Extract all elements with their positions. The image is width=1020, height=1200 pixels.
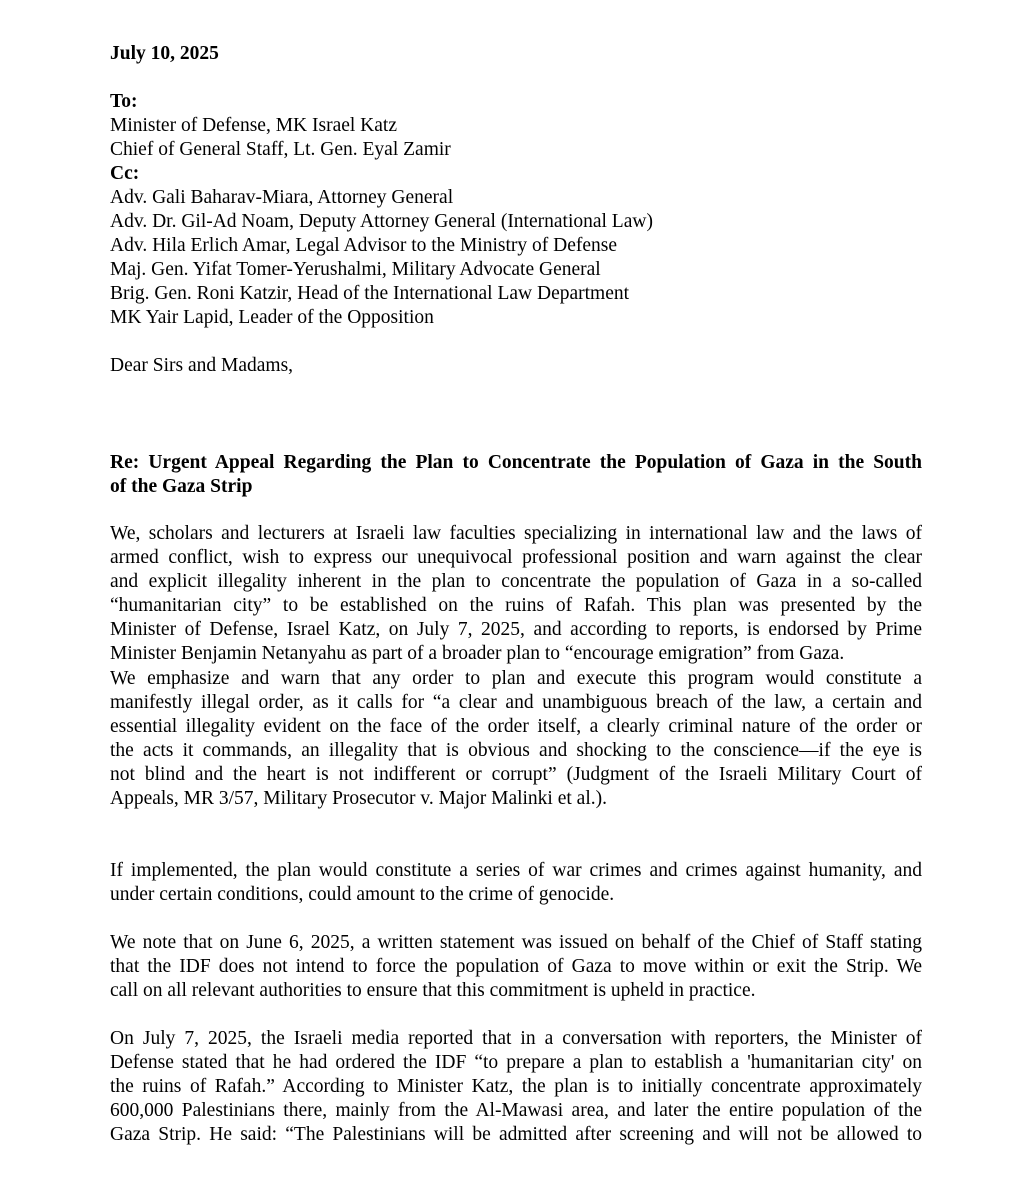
- cc-recipient: Brig. Gen. Roni Katzir, Head of the International Law Department: [110, 283, 630, 304]
- paragraph-line: that the IDF does not intend to force the population of Gaza to move within or exit the Strip. We: [110, 956, 922, 977]
- paragraph-line: We note that on June 6, 2025, a written statement was issued on behalf of the Chief of Staff stating: [110, 932, 922, 953]
- cc-recipient: MK Yair Lapid, Leader of the Opposition: [110, 307, 434, 328]
- to-recipient: Chief of General Staff, Lt. Gen. Eyal Zamir: [110, 139, 451, 160]
- paragraph-line: If implemented, the plan would constitute a series of war crimes and crimes against humanity, and: [110, 860, 922, 881]
- paragraph-line: Minister of Defense, Israel Katz, on July 7, 2025, and according to reports, is endorsed by Prime: [110, 619, 922, 640]
- paragraph-line: Minister Benjamin Netanyahu as part of a broader plan to “encourage emigration” from Gaza.: [110, 643, 845, 664]
- cc-label: Cc:: [110, 163, 140, 184]
- subject-line-text: Re: Urgent Appeal Regarding the Plan to Concentrate the Population of Gaza in the South: [110, 452, 922, 473]
- cc-recipient: Maj. Gen. Yifat Tomer-Yerushalmi, Military Advocate General: [110, 259, 601, 280]
- paragraph-line: and explicit illegality inherent in the plan to concentrate the population of Gaza in a so-called: [110, 571, 922, 592]
- subject-line-text: of the Gaza Strip: [110, 476, 253, 497]
- address-block: [110, 90, 922, 330]
- body-paragraph-2: [110, 667, 922, 811]
- cc-recipient: Adv. Dr. Gil-Ad Noam, Deputy Attorney General (International Law): [110, 211, 653, 232]
- paragraph-line: Appeals, MR 3/57, Military Prosecutor v. Major Malinki et al.).: [110, 788, 607, 809]
- cc-recipient: Adv. Hila Erlich Amar, Legal Advisor to the Ministry of Defense: [110, 235, 618, 256]
- subject-line: [110, 451, 922, 499]
- letter-date: July 10, 2025: [110, 43, 219, 64]
- to-recipient: Minister of Defense, MK Israel Katz: [110, 115, 397, 136]
- salutation: Dear Sirs and Madams,: [110, 355, 294, 376]
- paragraph-line: “humanitarian city” to be established on the ruins of Rafah. This plan was presented by the: [110, 595, 922, 616]
- body-paragraph-3: [110, 859, 922, 907]
- paragraph-line: the ruins of Rafah.” According to Minister Katz, the plan is to initially concentrate approximately: [110, 1076, 922, 1097]
- body-paragraph-4: [110, 931, 922, 1003]
- paragraph-line: armed conflict, wish to express our unequivocal professional position and warn against the clear: [110, 547, 922, 568]
- paragraph-line: the acts it commands, an illegality that is obvious and shocking to the conscience—if the eye is: [110, 740, 922, 761]
- paragraph-line: On July 7, 2025, the Israeli media reported that in a conversation with reporters, the Minister of: [110, 1028, 922, 1049]
- paragraph-line: manifestly illegal order, as it calls for “a clear and unambiguous breach of the law, a certain and: [110, 692, 922, 713]
- body-paragraph-1: [110, 522, 922, 666]
- paragraph-line: We, scholars and lecturers at Israeli law faculties specializing in international law and the laws of: [110, 523, 922, 544]
- paragraph-line: essential illegality evident on the face of the order itself, a clearly criminal nature of the order or: [110, 716, 922, 737]
- paragraph-line: not blind and the heart is not indifferent or corrupt” (Judgment of the Israeli Military Court of: [110, 764, 922, 785]
- paragraph-line: call on all relevant authorities to ensure that this commitment is upheld in practice.: [110, 980, 756, 1001]
- body-paragraph-5: [110, 1027, 922, 1147]
- to-label: To:: [110, 91, 138, 112]
- paragraph-line: Gaza Strip. He said: “The Palestinians will be admitted after screening and will not be allowed to: [110, 1124, 922, 1145]
- paragraph-line: Defense stated that he had ordered the IDF “to prepare a plan to establish a 'humanitarian city' on: [110, 1052, 922, 1073]
- paragraph-line: 600,000 Palestinians there, mainly from the Al-Mawasi area, and later the entire population of the: [110, 1100, 922, 1121]
- paragraph-line: We emphasize and warn that any order to plan and execute this program would constitute a: [110, 668, 922, 689]
- paragraph-line: under certain conditions, could amount to the crime of genocide.: [110, 884, 615, 905]
- cc-recipient: Adv. Gali Baharav-Miara, Attorney General: [110, 187, 454, 208]
